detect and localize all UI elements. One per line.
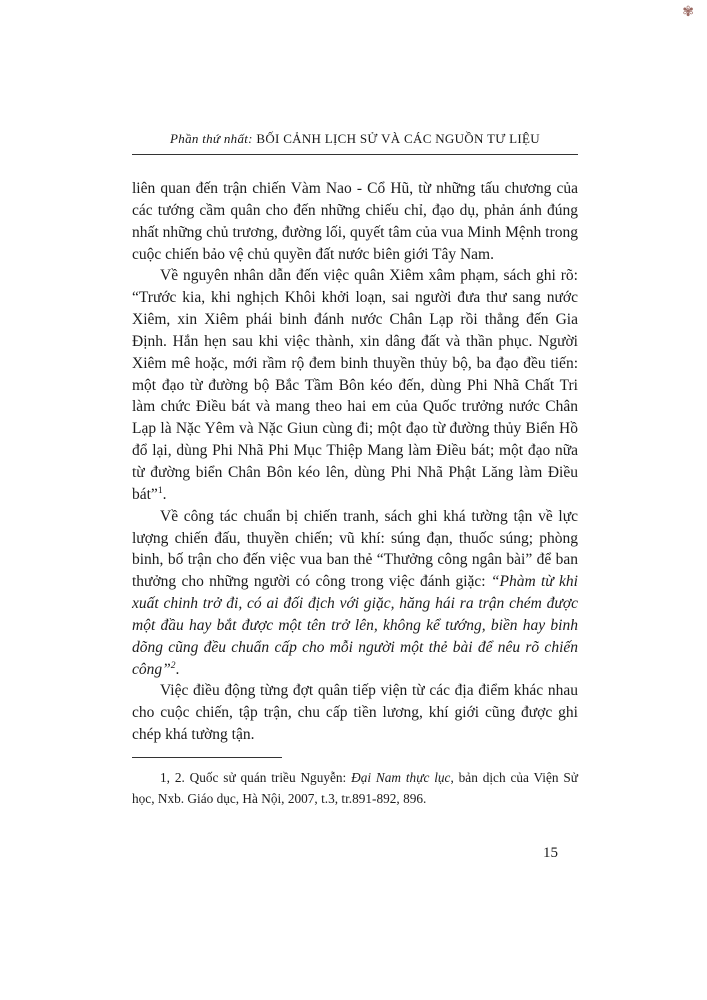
corner-ornament-icon: ✾ [682, 5, 694, 20]
paragraph-3 [132, 506, 578, 681]
paragraph-2 [132, 265, 578, 505]
paragraph-3-quote: “Phàm từ khi xuất chinh trở đi, có ai đối địch với giặc, hăng hái ra trận chém được một đầu hay bắt được một tên trở lên, không kể tướng, biền hay binh dõng cũng đều chuẩn cấp cho mỗi người một thẻ bài để nêu rõ chiến công” [132, 573, 578, 678]
footnote-ref-2: 2 [170, 659, 176, 671]
paragraph-1 [132, 178, 578, 265]
header-rule [132, 154, 578, 155]
paragraph-4 [132, 680, 578, 746]
paragraph-3-tail: . [175, 660, 180, 678]
paragraph-2-tail: . [162, 485, 167, 503]
paragraph-1-text: liên quan đến trận chiến Vàm Nao - Cổ Hũ, từ những tấu chương của các tướng cầm quân cho đến những chiếu chỉ, đạo dụ, phản ánh đúng nhất những chủ trương, đường lối, quyết tâm của vua Minh Mệnh trong cuộc chiến bảo vệ chủ quyền đất nước biên giới Tây Nam. [132, 180, 578, 263]
paragraph-4-text: Việc điều động từng đợt quân tiếp viện từ các địa điểm khác nhau cho cuộc chiến, tập trận, chu cấp tiền lương, khí giới cũng được ghi chép khá tường tận. [132, 682, 578, 744]
running-header-part-caps: BỐI CẢNH LỊCH SỬ VÀ CÁC NGUỒN TƯ LIỆU [256, 131, 540, 146]
paragraph-2-quote: “Trước kia, khi nghịch Khôi khởi loạn, sai người đưa thư sang nước Xiêm, xin Xiêm phái binh đánh nước Chân Lạp rồi thẳng đến Gia Định. Hắn hẹn sau khi việc thành, xin dâng đất và thần phục. Người Xiêm mê hoặc, mới rầm rộ đem binh thuyền thủy bộ, ba đạo đều tiến: một đạo từ đường bộ Bắc Tầm Bôn kéo đến, dùng Phi Nhã Chất Tri làm chức Điều bát và mang theo hai em của Quốc trưởng nước Chân Lạp là Nặc Yêm và Nặc Giun cùng đi; một đạo từ đường thủy Biển Hồ đổ lại, dùng Phi Nhã Phi Mục Thiệp Mang làm Điều bát; một đạo nữa từ đường biển Chân Bôn kéo lên, dùng Phi Nhã Phật Lăng làm Điều bát” [132, 289, 578, 503]
footnote-ref-1: 1 [157, 484, 163, 496]
running-header-text [132, 131, 578, 147]
footnote-book-title: Đại Nam thực lục [351, 769, 451, 785]
running-header-part-title: Phần thứ nhất: [170, 131, 257, 146]
paragraph-2-lead: Về nguyên nhân dẫn đến việc quân Xiêm xâm phạm, sách ghi rõ: [160, 267, 578, 285]
body-text [132, 178, 578, 809]
footnote-suffix: , bản dịch của Viện Sử học, Nxb. Giáo dục, Hà Nội, 2007, t.3, tr.891-892, 896. [132, 769, 579, 806]
page-number: 15 [543, 845, 558, 861]
running-header [132, 131, 578, 155]
footnote [132, 767, 578, 809]
footnote-prefix: 1, 2. Quốc sử quán triều Nguyễn: [160, 769, 352, 785]
paragraph-3-lead: Về công tác chuẩn bị chiến tranh, sách ghi khá tường tận về lực lượng chiến đấu, thuyền chiến; vũ khí: súng đạn, thuốc súng; phòng binh, bố trận cho đến việc vua ban thẻ “Thưởng công ngân bài” để ban thưởng cho những người có công trong việc đánh giặc: [132, 507, 578, 591]
footnote-rule [132, 757, 282, 758]
